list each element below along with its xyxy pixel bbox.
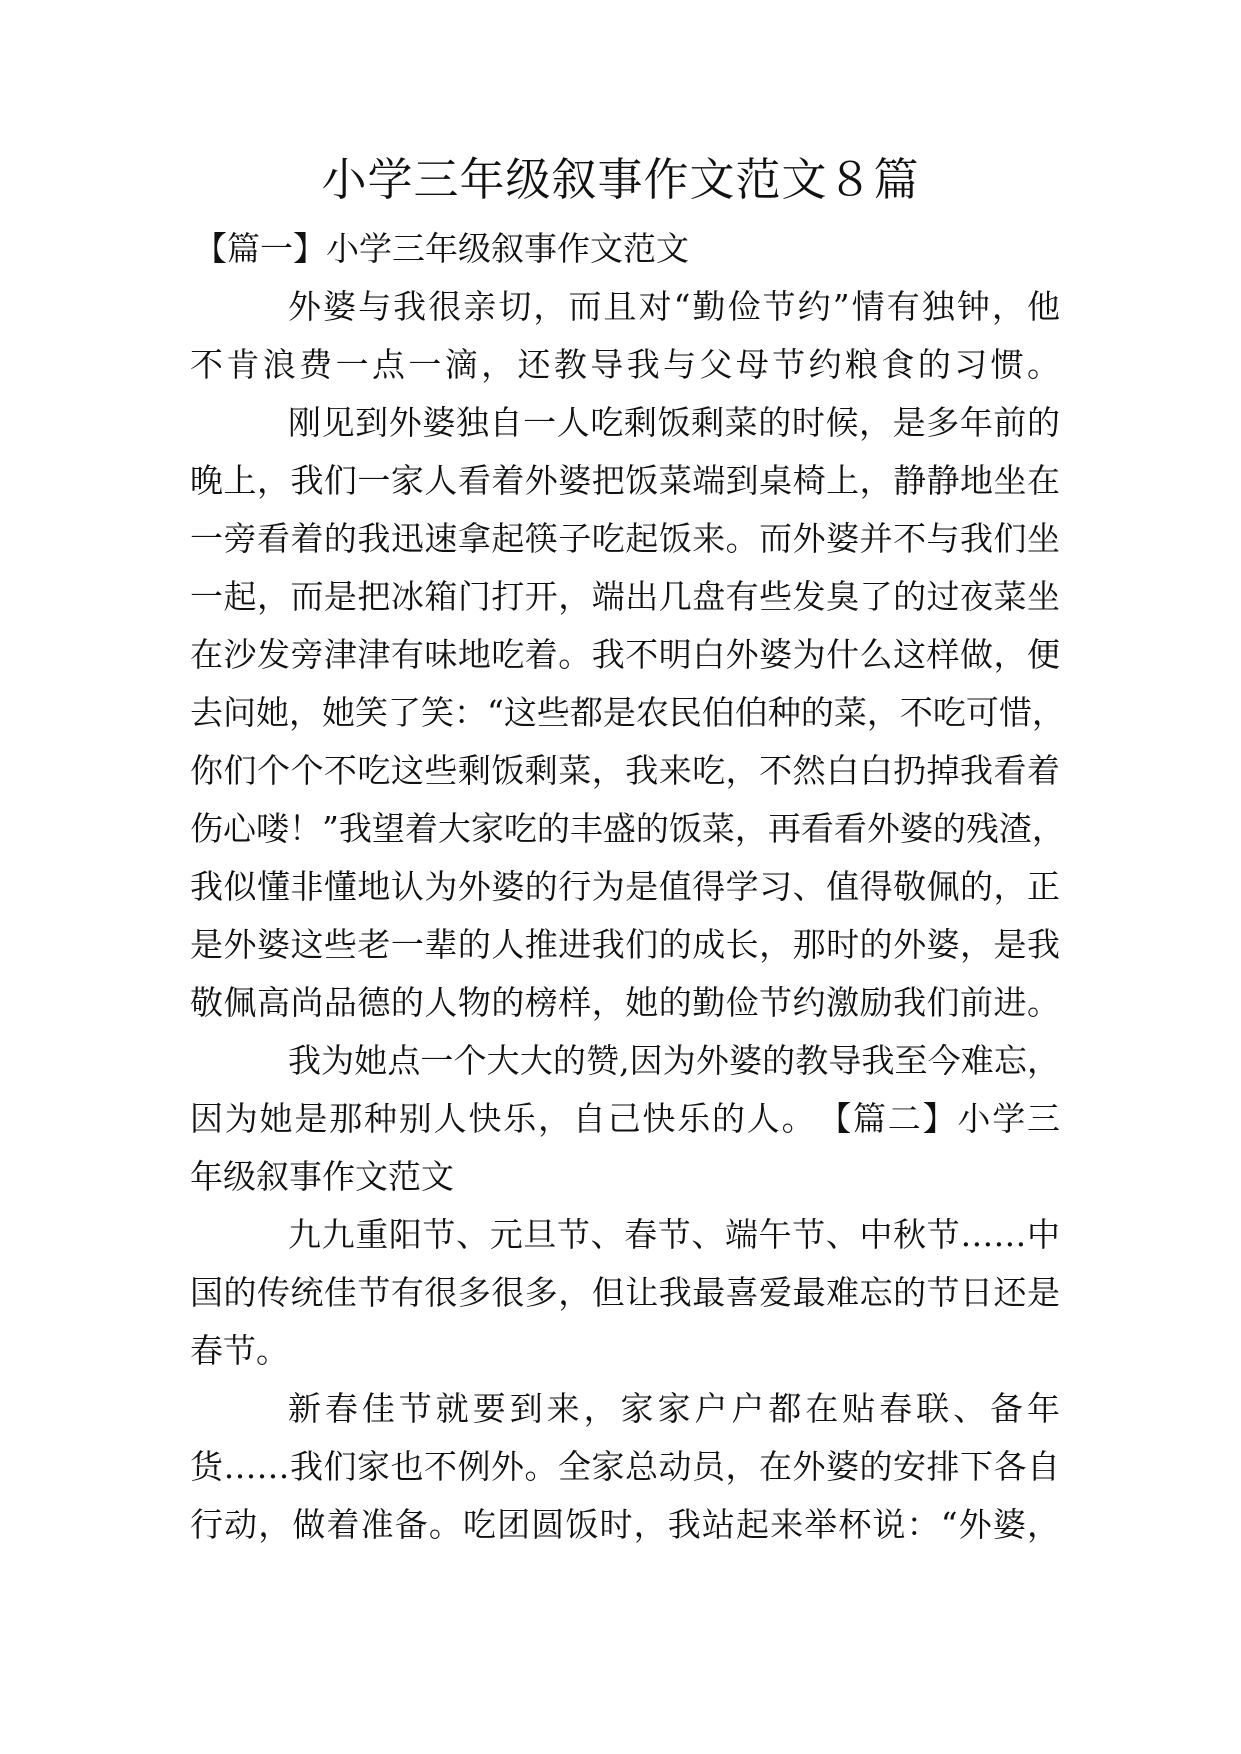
- text-line: 刚见到外婆独自一人吃剩饭剩菜的时候，是多年前的: [288, 403, 1060, 442]
- text-line: 新春佳节就要到来，家家户户都在贴春联、备年: [288, 1389, 1060, 1428]
- text-line: 是外婆这些老一辈的人推进我们的成长，那时的外婆，是我: [190, 925, 1060, 964]
- text-line: 货……我们家也不例外。全家总动员，在外婆的安排下各自: [190, 1447, 1060, 1486]
- text-line: 行动，做着准备。吃团圆饭时，我站起来举杯说：“外婆，: [190, 1505, 1060, 1544]
- text-line: 年级叙事作文范文: [190, 1157, 454, 1196]
- text-line: 一旁看着的我迅速拿起筷子吃起饭来。而外婆并不与我们坐: [190, 519, 1060, 558]
- text-line: 在沙发旁津津有味地吃着。我不明白外婆为什么这样做，便: [190, 635, 1060, 674]
- text-line: 敬佩高尚品德的人物的榜样，她的勤俭节约激励我们前进。: [190, 983, 1060, 1022]
- text-line: 国的传统佳节有很多很多，但让我最喜爱最难忘的节日还是: [190, 1273, 1060, 1312]
- section-heading: 【篇一】小学三年级叙事作文范文: [194, 229, 689, 268]
- text-line: 外婆与我很亲切，而且对“勤俭节约”情有独钟，他: [288, 287, 1060, 326]
- text-line: 不肯浪费一点一滴，还教导我与父母节约粮食的习惯。: [190, 345, 1060, 384]
- document-body: [190, 220, 1065, 1554]
- text-line: 伤心喽！”我望着大家吃的丰盛的饭菜，再看看外婆的残渣，: [190, 809, 1065, 848]
- text-line: 你们个个不吃这些剩饭剩菜，我来吃，不然白白扔掉我看着: [190, 751, 1060, 790]
- text-line: 去问她，她笑了笑：“这些都是农民伯伯种的菜，不吃可惜，: [190, 693, 1065, 732]
- text-line: 九九重阳节、元旦节、春节、端午节、中秋节……中: [288, 1215, 1060, 1254]
- text-line: 春节。: [190, 1331, 289, 1370]
- text-line: 一起，而是把冰箱门打开，端出几盘有些发臭了的过夜菜坐: [190, 577, 1060, 616]
- text-line: 我为她点一个大大的赞,因为外婆的教导我至今难忘，: [288, 1041, 1060, 1080]
- text-line: 我似懂非懂地认为外婆的行为是值得学习、值得敬佩的，正: [190, 867, 1060, 906]
- text-line: 晚上，我们一家人看着外婆把饭菜端到桌椅上，静静地坐在: [190, 461, 1060, 500]
- text-line: 因为她是那种别人快乐，自己快乐的人。 【篇二】小学三: [190, 1099, 1060, 1138]
- document-title: 小学三年级叙事作文范文８篇: [321, 153, 920, 206]
